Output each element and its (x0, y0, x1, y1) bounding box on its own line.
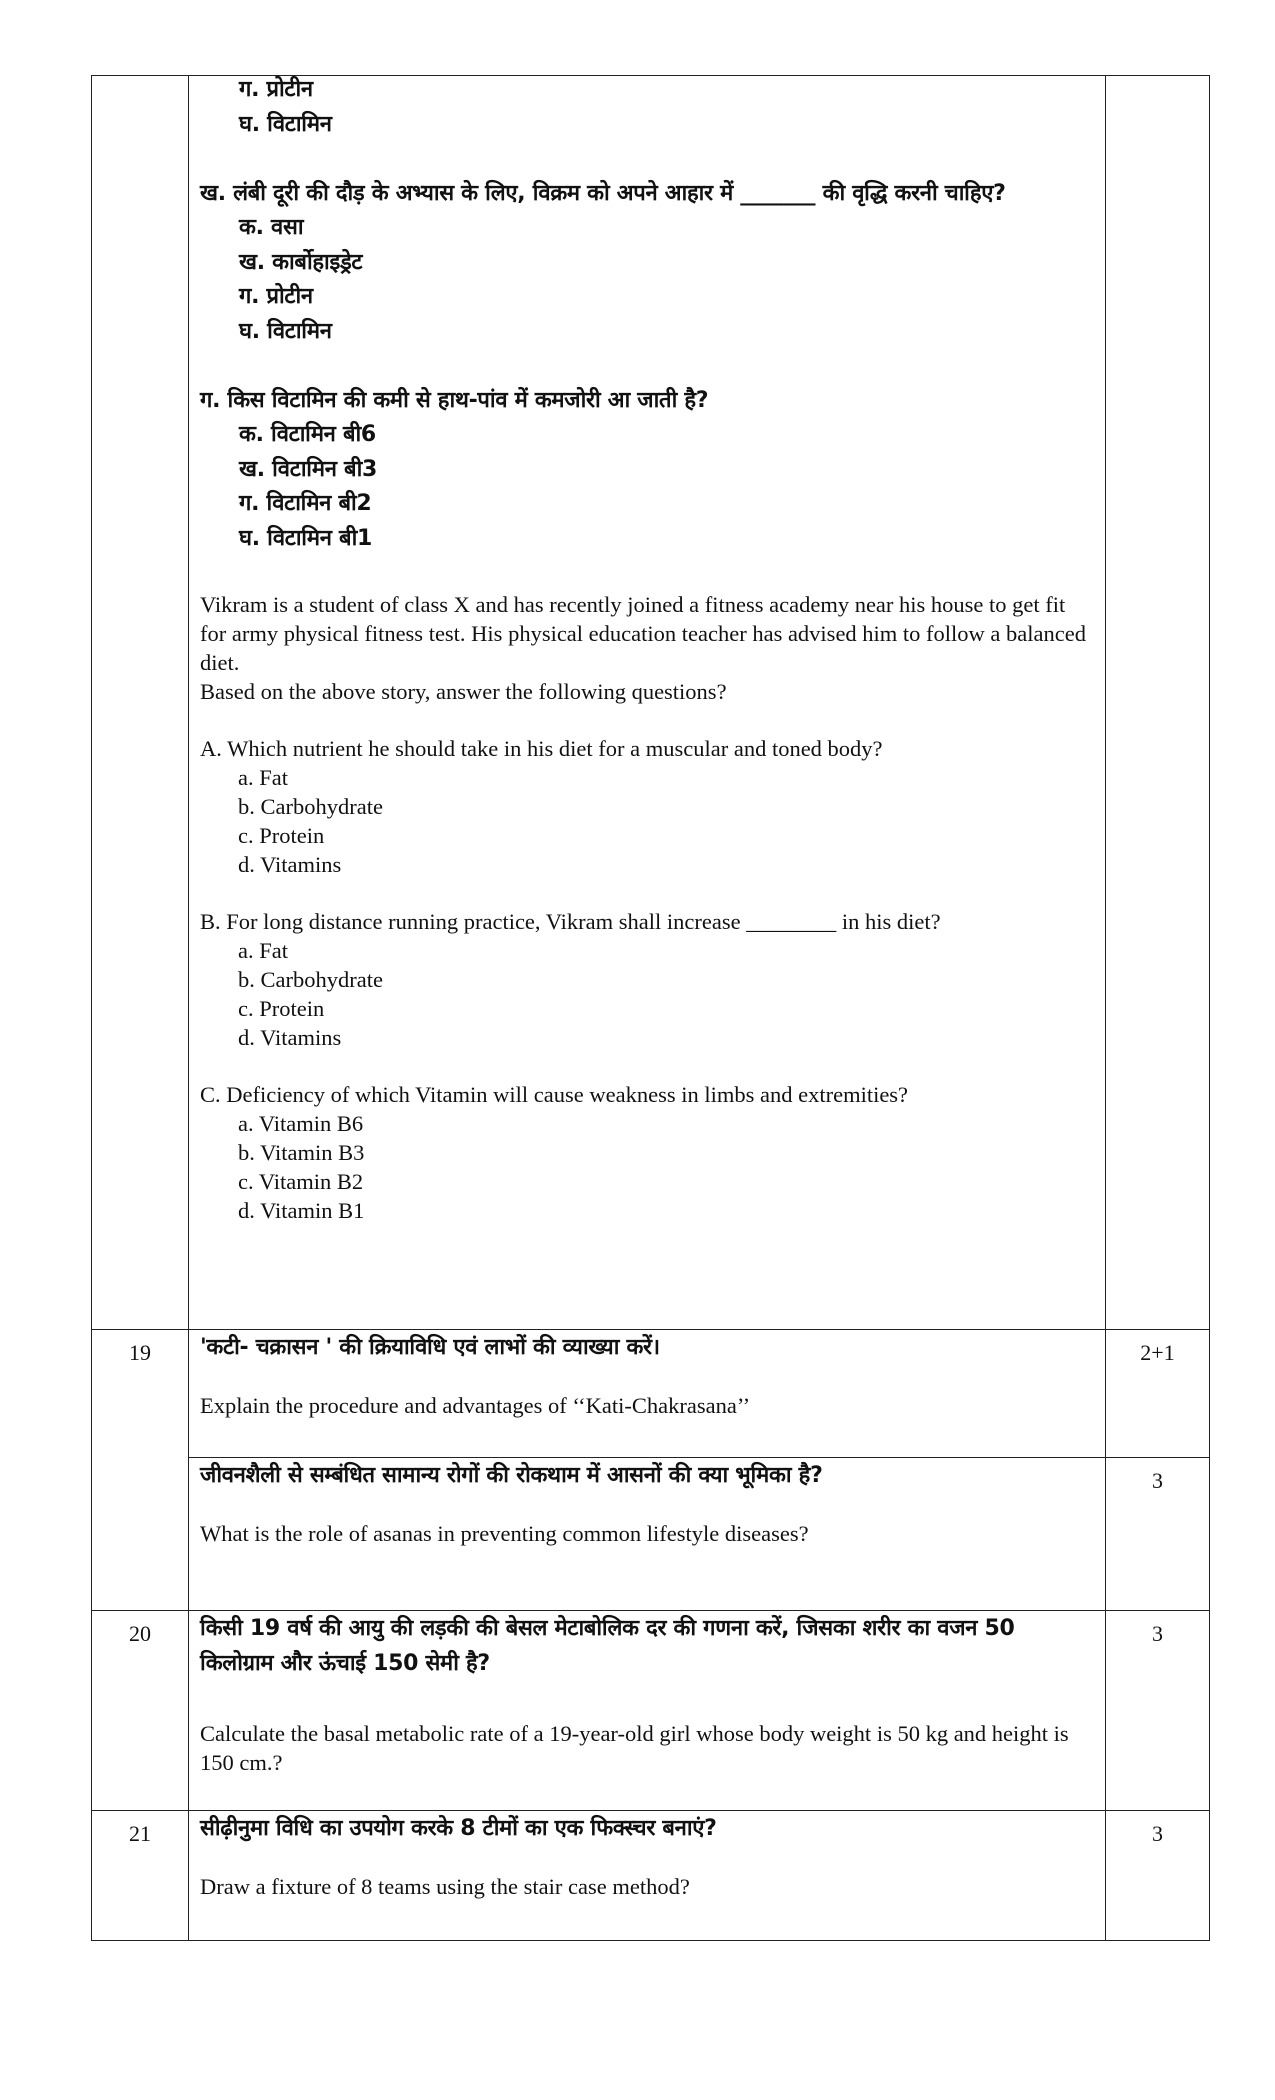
option: क. वसा (239, 215, 304, 240)
marks: 3 (1106, 1458, 1210, 1611)
option: a. Fat (238, 938, 288, 963)
table-row (92, 1458, 1210, 1611)
question-cell (189, 76, 1106, 1330)
option: घ. विटामिन (239, 111, 332, 137)
marks: 3 (1106, 1811, 1210, 1941)
table-row (92, 76, 1210, 1330)
option: a. Vitamin B6 (238, 1111, 364, 1136)
question-number-cell (92, 76, 189, 1330)
option: घ. विटामिन (239, 318, 332, 344)
option: b. Carbohydrate (238, 794, 383, 819)
option: c. Protein (238, 996, 325, 1021)
question-number: 21 (92, 1811, 189, 1941)
marks-cell (1106, 76, 1210, 1330)
passage-text: Vikram is a student of class X and has recently joined a fitness academy near his house to get fit for army physical fitness test. His physical education teacher has advised him to follow a balanced diet. (200, 592, 1086, 675)
question-text-hindi: जीवनशैली से सम्बंधित सामान्य रोगों की रोकथाम में आसनों की क्या भूमिका है? (200, 1463, 823, 1488)
option: घ. विटामिन बी1 (239, 525, 373, 551)
option: ग. प्रोटीन (239, 284, 313, 309)
question-text: A. Which nutrient he should take in his diet for a muscular and toned body? (200, 736, 883, 761)
question-cell (189, 1458, 1106, 1611)
question-text-english: Calculate the basal metabolic rate of a 19-year-old girl whose body weight is 50 kg and height is 150 cm.? (200, 1721, 1069, 1775)
question-number: 20 (92, 1611, 189, 1811)
option: ख. विटामिन बी3 (239, 456, 378, 482)
question-text: ख. लंबी दूरी की दौड़ के अभ्यास के लिए, विक्रम को अपने आहार में _______ की वृद्धि करनी चाहिए? (200, 181, 1006, 206)
option: ग. प्रोटीन (239, 77, 313, 102)
question-text-english: Explain the procedure and advantages of ‘‘Kati-Chakrasana’’ (200, 1393, 751, 1418)
option: d. Vitamins (238, 1025, 342, 1050)
table-row (92, 1330, 1210, 1458)
question-table (91, 75, 1210, 1941)
marks: 3 (1106, 1611, 1210, 1811)
question-text: B. For long distance running practice, Vikram shall increase ________ in his diet? (200, 909, 941, 934)
option: ख. कार्बोहाइड्रेट (239, 249, 363, 275)
option: d. Vitamins (238, 852, 342, 877)
option: c. Protein (238, 823, 325, 848)
option: ग. विटामिन बी2 (239, 491, 372, 516)
option: d. Vitamin B1 (238, 1198, 365, 1223)
table-row (92, 1811, 1210, 1941)
question-text-english: Draw a fixture of 8 teams using the stair case method? (200, 1874, 690, 1899)
option: a. Fat (238, 765, 288, 790)
question-number: 19 (92, 1330, 189, 1611)
question-cell (189, 1611, 1106, 1811)
question-text-hindi: सीढ़ीनुमा विधि का उपयोग करके 8 टीमों का एक फिक्स्चर बनाएं? (200, 1816, 717, 1841)
option: b. Vitamin B3 (238, 1140, 365, 1165)
option: क. विटामिन बी6 (239, 422, 376, 447)
prompt-text: Based on the above story, answer the following questions? (200, 679, 727, 704)
table-row (92, 1611, 1210, 1811)
option: b. Carbohydrate (238, 967, 383, 992)
question-cell (189, 1330, 1106, 1458)
question-cell (189, 1811, 1106, 1941)
question-text: C. Deficiency of which Vitamin will cause weakness in limbs and extremities? (200, 1082, 909, 1107)
question-text-hindi: 'कटी- चक्रासन ' की क्रियाविधि एवं लाभों की व्याख्या करें। (200, 1335, 660, 1360)
question-text: ग. किस विटामिन की कमी से हाथ-पांव में कमजोरी आ जाती है? (200, 388, 709, 413)
option: c. Vitamin B2 (238, 1169, 364, 1194)
marks: 2+1 (1106, 1330, 1210, 1458)
question-text-english: What is the role of asanas in preventing common lifestyle diseases? (200, 1521, 809, 1546)
question-text-hindi: किसी 19 वर्ष की आयु की लड़की की बेसल मेटाबोलिक दर की गणना करें, जिसका शरीर का वजन 50 किलोग्राम और ऊंचाई 150 सेमी है? (200, 1616, 1015, 1676)
